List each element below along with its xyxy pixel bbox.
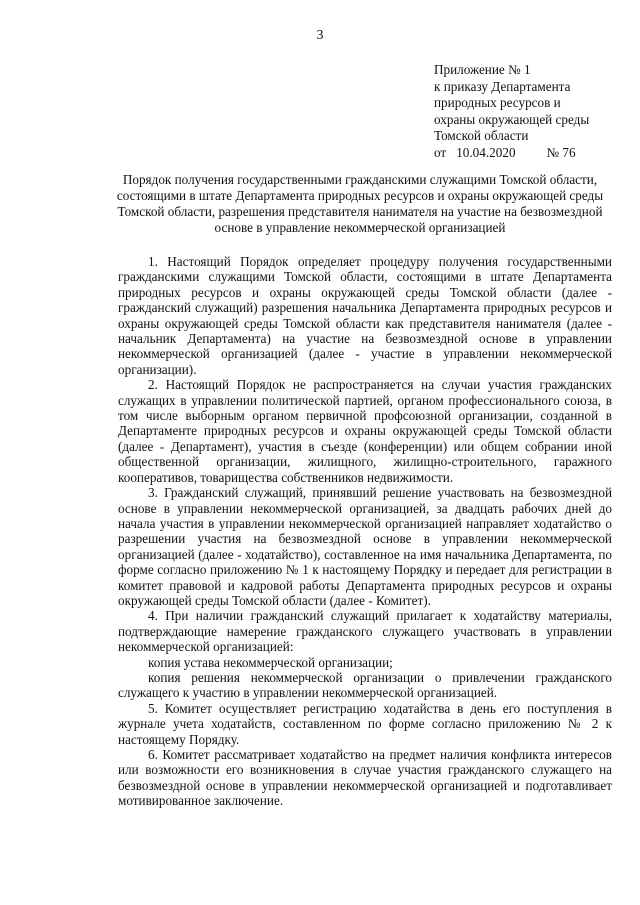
appendix-date: 10.04.2020 [456, 144, 516, 160]
paragraph-1: 1. Настоящий Порядок определяет процедуру получения государственными гражданскими служащими Томской области, состоящими в штате Департамента природных ресурсов и охраны окружающей среды Томской области (далее - гражданский служащий) разрешения начальника Департамента природных ресурсов и охраны окружающей среды Томской области как представителя нанимателя (далее - начальник Департамента) на участие на безвозмездной основе в управлении некоммерческой организацией (далее - участие в управлении некоммерческой организации). [118, 254, 612, 377]
paragraph-4-item-charter: копия устава некоммерческой организации; [148, 654, 393, 670]
appendix-number: № 76 [546, 144, 576, 160]
document-body [118, 254, 612, 809]
paragraph-5: 5. Комитет осуществляет регистрацию ходатайства в день его поступления в журнале учета ходатайств, составленном по форме согласно приложению № 2 к настоящему Порядку. [118, 700, 612, 747]
appendix-dept-line2: охраны окружающей среды [434, 111, 590, 127]
appendix-title: Приложение № 1 [434, 62, 531, 77]
paragraph-2: 2. Настоящий Порядок не распространяется на случаи участия гражданских служащих в управлении политической партией, органом профессионального союза, в том числе выборным органом первичной профсоюзной организации, созданной в Департаменте природных ресурсов и охраны окружающей среды Томской области (далее - Департамент), участия в съезде (конференции) или общем собрании иной общественной организации, жилищного, жилищно-строительного, гаражного кооперативов, товарищества собственников недвижимости. [118, 377, 612, 485]
appendix-date-line [434, 145, 589, 162]
appendix-header [434, 62, 589, 161]
paragraph-4: 4. При наличии гражданский служащий прилагает к ходатайству материалы, подтверждающие намерение гражданского служащего участвовать в управлении некоммерческой организацией: [118, 608, 612, 655]
document-title: Порядок получения государственными гражданскими служащими Томской области, состоящими в штате Департамента природных ресурсов и охраны окружающей среды Томской области, разрешения представителя нанимателя на участие на безвозмездной основе в управление некоммерческой организацией [116, 172, 604, 235]
paragraph-3: 3. Гражданский служащий, принявший решение участвовать на безвозмездной основе в управлении некоммерческой организацией, за двадцать рабочих дней до начала участия в управлении некоммерческой организацией направляет ходатайство о разрешении участия на безвозмездной основе в управлении некоммерческой организацией (далее - ходатайство), составленное на имя начальника Департамента, по форме согласно приложению № 1 к настоящему Порядку и передает для регистрации в комитет правовой и кадровой работы Департамента природных ресурсов и охраны окружающей среды Томской области (далее - Комитет). [118, 485, 612, 608]
appendix-region: Томской области [434, 128, 529, 143]
page-number: 3 [316, 28, 324, 43]
appendix-order-ref: к приказу Департамента [434, 78, 571, 94]
appendix-date-prefix: от [434, 144, 447, 160]
paragraph-4-item-decision: копия решения некоммерческой организации о привлечении гражданского служащего к участию в управлении некоммерческой организацией. [118, 669, 612, 701]
paragraph-6: 6. Комитет рассматривает ходатайство на предмет наличия конфликта интересов или возможности его возникновения в случае участия гражданского служащего на безвозмездной основе в управлении некоммерческой организацией и подготавливает мотивированное заключение. [118, 747, 612, 809]
appendix-dept-line1: природных ресурсов и [434, 95, 561, 110]
